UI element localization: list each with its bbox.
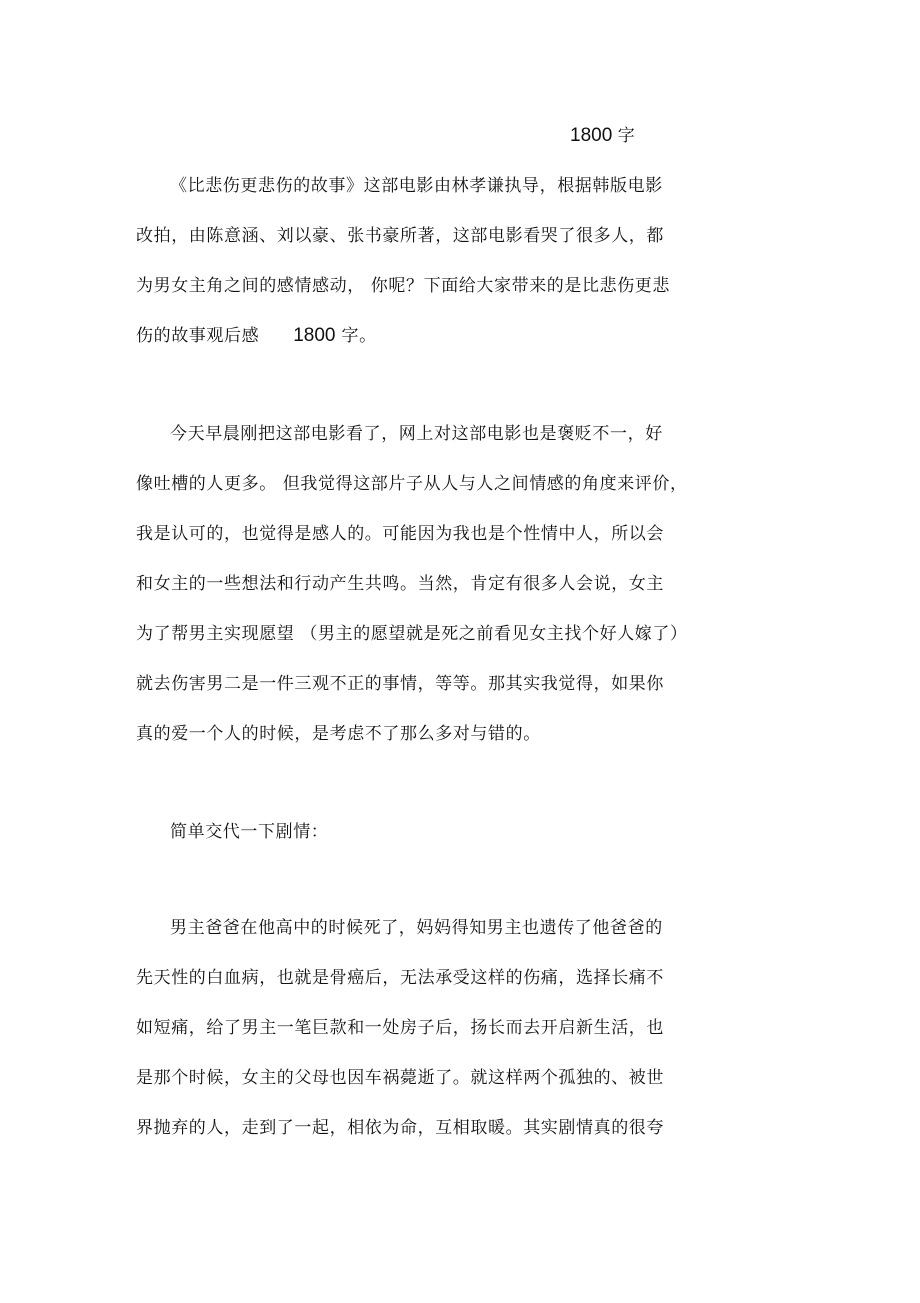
intro-line-4-text: 伤的故事观后感 (136, 326, 260, 346)
intro-line-4-tail: 字。 (341, 326, 377, 346)
p2-line-5: 为了帮男主实现愿望 （男主的愿望就是死之前看见女主找个好人嫁了） (136, 624, 688, 644)
word-count-number: 1800 (570, 125, 613, 146)
p2-line-6: 就去伤害男二是一件三观不正的事情，等等。那其实我觉得，如果你 (136, 674, 664, 694)
word-count-heading (570, 124, 635, 148)
p3-line-1: 简单交代一下剧情： (170, 822, 329, 842)
p2-line-2: 像吐槽的人更多。 但我觉得这部片子从人与人之间情感的角度来评价， (136, 474, 688, 494)
intro-line-4-number: 1800 (293, 325, 336, 346)
p2-line-4: 和女主的一些想法和行动产生共鸣。当然，肯定有很多人会说，女主 (136, 574, 664, 594)
p4-line-3: 如短痛，给了男主一笔巨款和一处房子后，扬长而去开启新生活，也 (136, 1018, 664, 1038)
intro-line-4 (136, 324, 377, 348)
intro-line-3: 为男女主角之间的感情感动， 你呢？下面给大家带来的是比悲伤更悲 (136, 276, 671, 296)
intro-line-2: 改拍，由陈意涵、刘以豪、张书豪所著，这部电影看哭了很多人，都 (136, 226, 664, 246)
p2-line-3: 我是认可的，也觉得是感人的。可能因为我也是个性情中人，所以会 (136, 524, 664, 544)
p4-line-1: 男主爸爸在他高中的时候死了，妈妈得知男主也遗传了他爸爸的 (170, 918, 663, 938)
word-count-suffix: 字 (617, 126, 635, 146)
intro-line-1: 《比悲伤更悲伤的故事》这部电影由林孝谦执导，根据韩版电影 (170, 176, 663, 196)
p4-line-2: 先天性的白血病，也就是骨癌后，无法承受这样的伤痛，选择长痛不 (136, 968, 664, 988)
p4-line-5: 界抛弃的人，走到了一起，相依为命，互相取暖。其实剧情真的很夸 (136, 1118, 664, 1138)
p2-line-7: 真的爱一个人的时候，是考虑不了那么多对与错的。 (136, 724, 541, 744)
p4-line-4: 是那个时候，女主的父母也因车祸薨逝了。就这样两个孤独的、被世 (136, 1068, 664, 1088)
p2-line-1: 今天早晨刚把这部电影看了，网上对这部电影也是褒贬不一，好 (170, 424, 663, 444)
